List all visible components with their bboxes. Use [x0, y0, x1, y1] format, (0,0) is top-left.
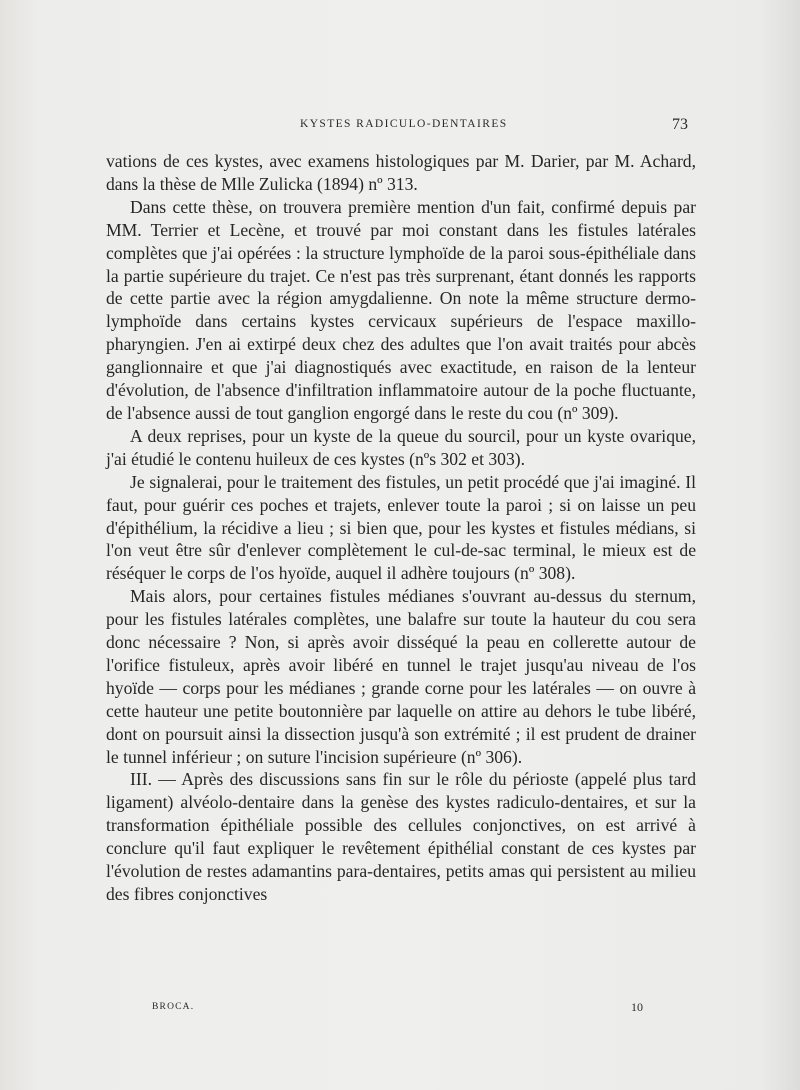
paragraph: A deux reprises, pour un kyste de la queue du sourcil, pour un kyste ovarique, j'ai étudié le contenu huileux de ces kystes (nºs 302 et 303).	[106, 425, 696, 469]
sheet-number: 10	[631, 1000, 643, 1014]
paragraph: Mais alors, pour certaines fistules médianes s'ouvrant au-dessus du sternum, pour les fistules latérales complètes, une balafre sur toute la hauteur du cou sera donc nécessaire ? Non, si après avoir disséqué la peau en collerette autour de l'orifice fistuleux, après avoir libéré en tunnel le trajet jusqu'au niveau de l'os hyoïde — corps pour les médianes ; grande corne pour les latérales — on ouvre à cette hauteur une petite boutonnière par laquelle on attire au dehors le tube libéré, dont on poursuit ainsi la dissection jusqu'à son extrémité ; il est prudent de drainer le tunnel inférieur ; on suture l'incision supérieure (nº 306).	[106, 586, 696, 767]
body-text	[106, 150, 696, 906]
page-number: 73	[672, 116, 688, 133]
printer-signature: BROCA.	[152, 1002, 195, 1012]
paragraph: III. — Après des discussions sans fin sur le rôle du périoste (appelé plus tard ligament) alvéolo-dentaire dans la genèse des kystes radiculo-dentaires, et sur la transformation épithéliale possible des cellules conjonctives, on est arrivé à conclure qu'il faut expliquer le revêtement épithélial constant de ces kystes par l'évolution de restes adamantins para-dentaires, petits amas qui persistent au milieu des fibres conjonctives	[106, 769, 696, 904]
page-footer	[0, 1002, 800, 1018]
paragraph: Je signalerai, pour le traitement des fistules, un petit procédé que j'ai imaginé. Il faut, pour guérir ces poches et trajets, enlever toute la paroi ; si on laisse un peu d'épithélium, la récidive a lieu ; si bien que, pour les kystes et fistules médians, si l'on veut être sûr d'enlever complètement le cul-de-sac terminal, le mieux est de réséquer le corps de l'os hyoïde, auquel il adhère toujours (nº 308).	[106, 471, 696, 584]
paragraph: vations de ces kystes, avec examens histologiques par M. Darier, par M. Achard, dans la thèse de Mlle Zulicka (1894) nº 313.	[106, 151, 696, 194]
running-head	[0, 118, 800, 138]
running-title: KYSTES RADICULO-DENTAIRES	[300, 118, 508, 130]
paragraph: Dans cette thèse, on trouvera première mention d'un fait, confirmé depuis par MM. Terrier et Lecène, et trouvé par moi constant dans les fistules latérales complètes que j'ai opérées : la structure lymphoïde de la paroi sous-épithéliale dans la partie supérieure du trajet. Ce n'est pas très surprenant, étant donnés les rapports de cette partie avec la région amygdalienne. On note la même structure dermo-lymphoïde dans certains kystes cervicaux supérieurs de l'espace maxillo-pharyngien. J'en ai extirpé deux chez des adultes que l'on avait traités pour abcès ganglionnaire et que j'ai diagnostiqués avec exactitude, en raison de la lenteur d'évolution, de l'absence d'infiltration inflammatoire autour de la poche fluctuante, de l'absence aussi de tout ganglion engorgé dans le reste du cou (nº 309).	[106, 196, 696, 423]
